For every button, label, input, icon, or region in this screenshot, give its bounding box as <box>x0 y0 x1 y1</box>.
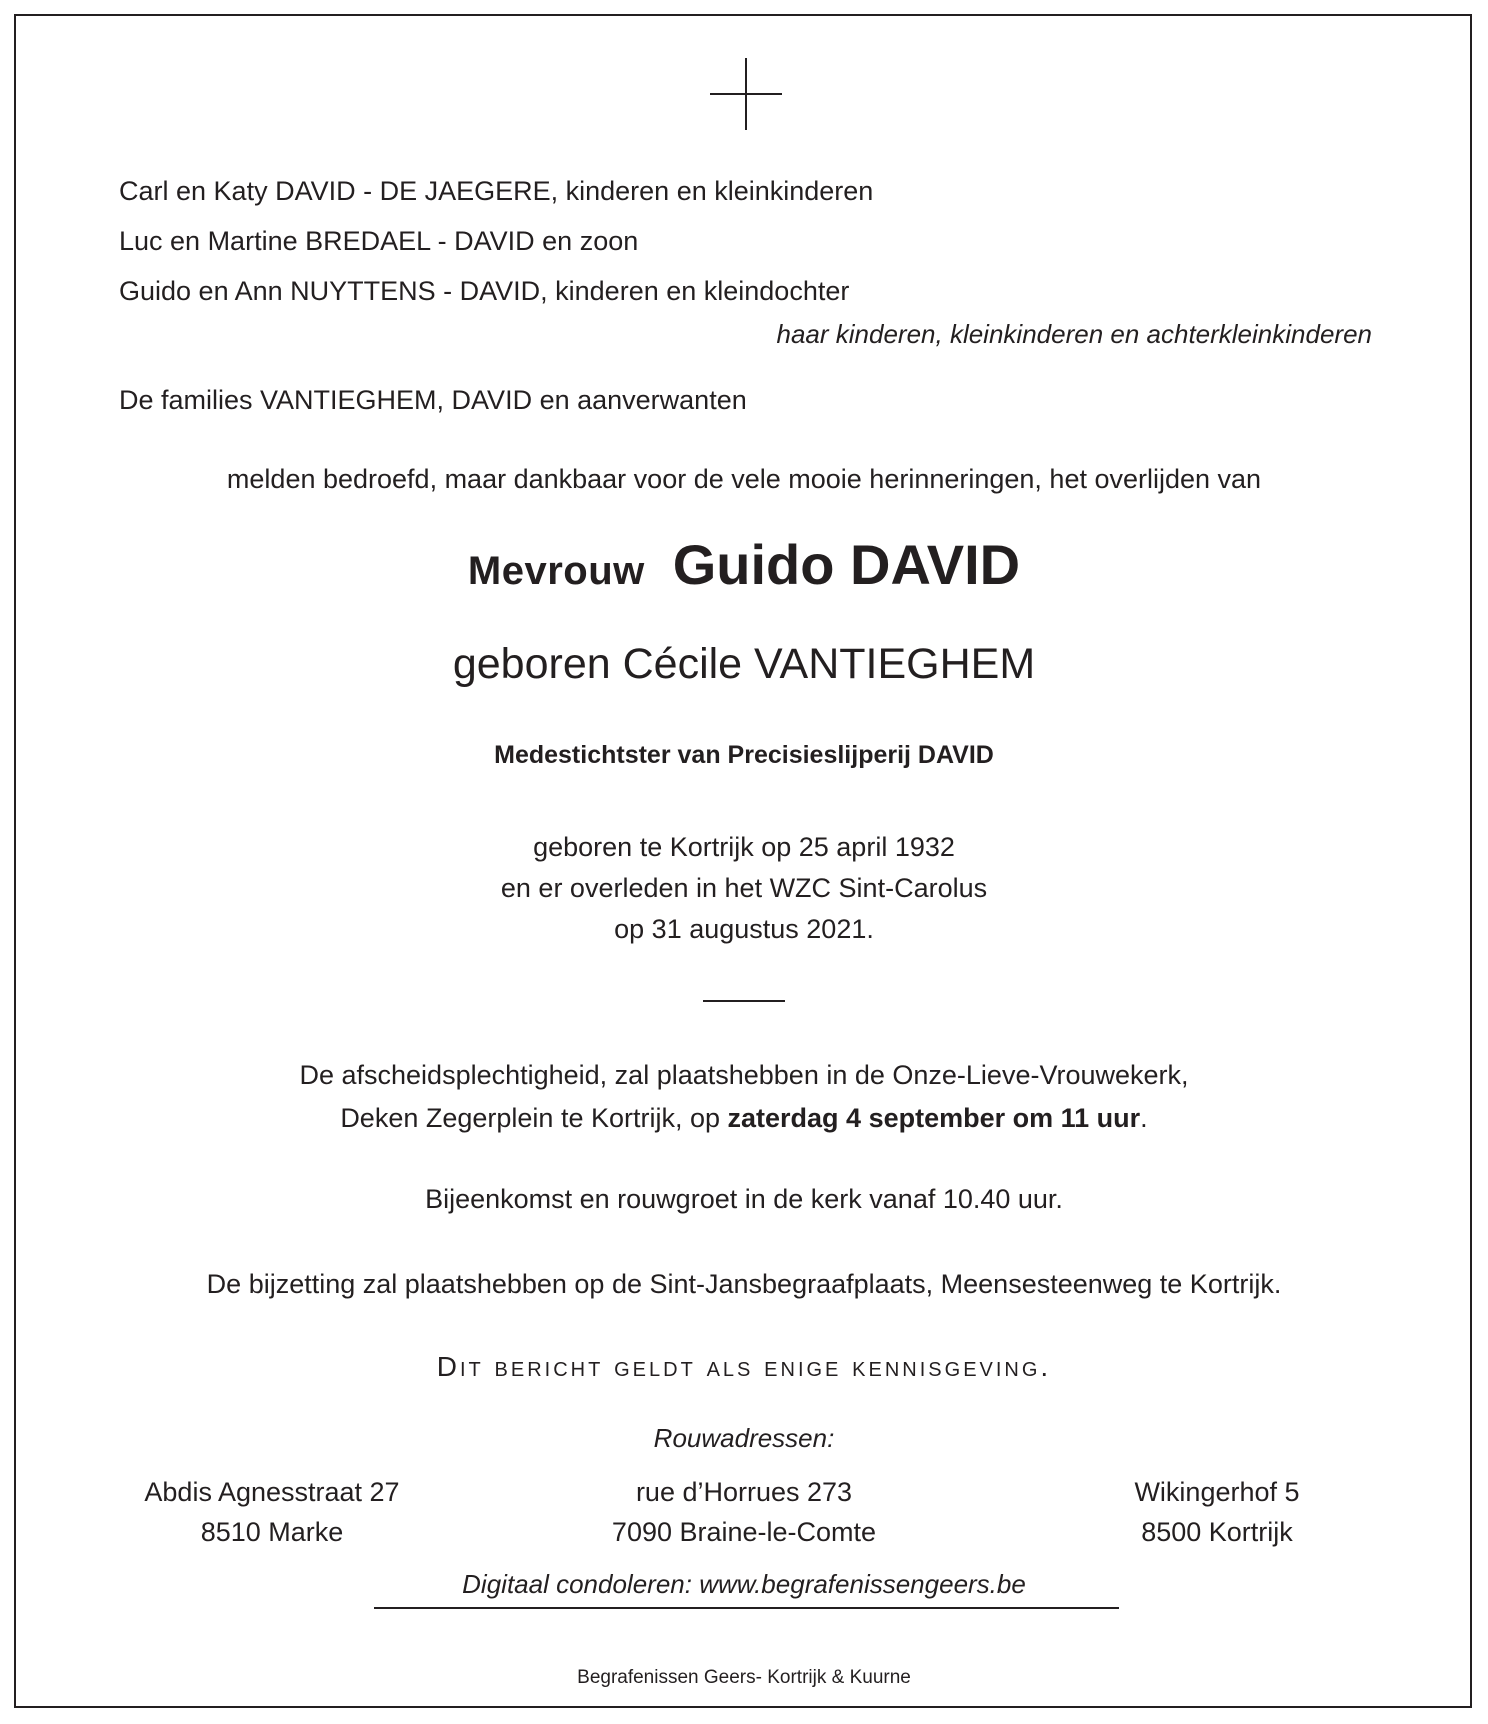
burial-line: De bijzetting zal plaatshebben op de Sint-Jansbegraafplaats, Meensesteenweg te Kortrijk. <box>206 1269 1282 1299</box>
footer-rule <box>374 1607 1119 1609</box>
ceremony-date: zaterdag 4 september om 11 uur <box>727 1103 1141 1133</box>
address-block-1 <box>92 1472 452 1552</box>
address-block-2 <box>564 1472 924 1552</box>
family-summary: haar kinderen, kleinkinderen en achterkleinkinderen <box>776 319 1372 349</box>
deceased-title: Mevrouw <box>467 549 645 593</box>
deceased-birth-name: geboren Cécile VANTIEGHEM <box>452 640 1036 688</box>
deceased-title-line <box>0 530 1488 610</box>
dates-line-1: geboren te Kortrijk op 25 april 1932 <box>533 832 955 862</box>
address-city: 7090 Braine-le-Comte <box>611 1517 877 1547</box>
deceased-name: Guido DAVID <box>672 533 1021 596</box>
family-line-1: Carl en Katy DAVID - DE JAEGERE, kinderen en kleinkinderen <box>119 176 874 206</box>
address-street: Abdis Agnesstraat 27 <box>144 1477 400 1507</box>
address-street: Wikingerhof 5 <box>1134 1477 1300 1507</box>
notice-line: Dit bericht geldt als enige kennisgeving. <box>436 1351 1052 1382</box>
families-line: De families VANTIEGHEM, DAVID en aanverwanten <box>119 385 747 415</box>
cross-icon <box>710 58 782 130</box>
announcement: melden bedroefd, maar dankbaar voor de vele mooie herinneringen, het overlijden van <box>226 464 1262 494</box>
family-line-2: Luc en Martine BREDAEL - DAVID en zoon <box>119 226 639 256</box>
gathering-line: Bijeenkomst en rouwgroet in de kerk vanaf 10.40 uur. <box>425 1184 1063 1214</box>
address-street: rue d’Horrues 273 <box>635 1477 853 1507</box>
separator-dash <box>703 1000 785 1002</box>
ceremony-line-1: De afscheidsplechtigheid, zal plaatshebben in de Onze-Lieve-Vrouwekerk, <box>299 1060 1189 1090</box>
addresses-label: Rouwadressen: <box>653 1423 835 1453</box>
dates-line-2: en er overleden in het WZC Sint-Carolus <box>500 873 988 903</box>
family-line-3: Guido en Ann NUYTTENS - DAVID, kinderen en kleindochter <box>119 276 850 306</box>
address-city: 8500 Kortrijk <box>1141 1517 1293 1547</box>
dates-line-3: op 31 augustus 2021. <box>614 914 874 944</box>
deceased-role: Medestichtster van Precisieslijperij DAVID <box>494 741 994 769</box>
address-block-3 <box>1037 1472 1397 1552</box>
footer-text: Begrafenissen Geers- Kortrijk & Kuurne <box>577 1667 911 1688</box>
address-city: 8510 Marke <box>200 1517 344 1547</box>
ceremony-line-2-prefix: Deken Zegerplein te Kortrijk, op <box>340 1103 728 1133</box>
condolence-link[interactable]: Digitaal condoleren: www.begrafenissengeers.be <box>462 1569 1026 1599</box>
ceremony-line-2 <box>0 1101 1488 1135</box>
ceremony-line-2-suffix: . <box>1140 1103 1148 1133</box>
